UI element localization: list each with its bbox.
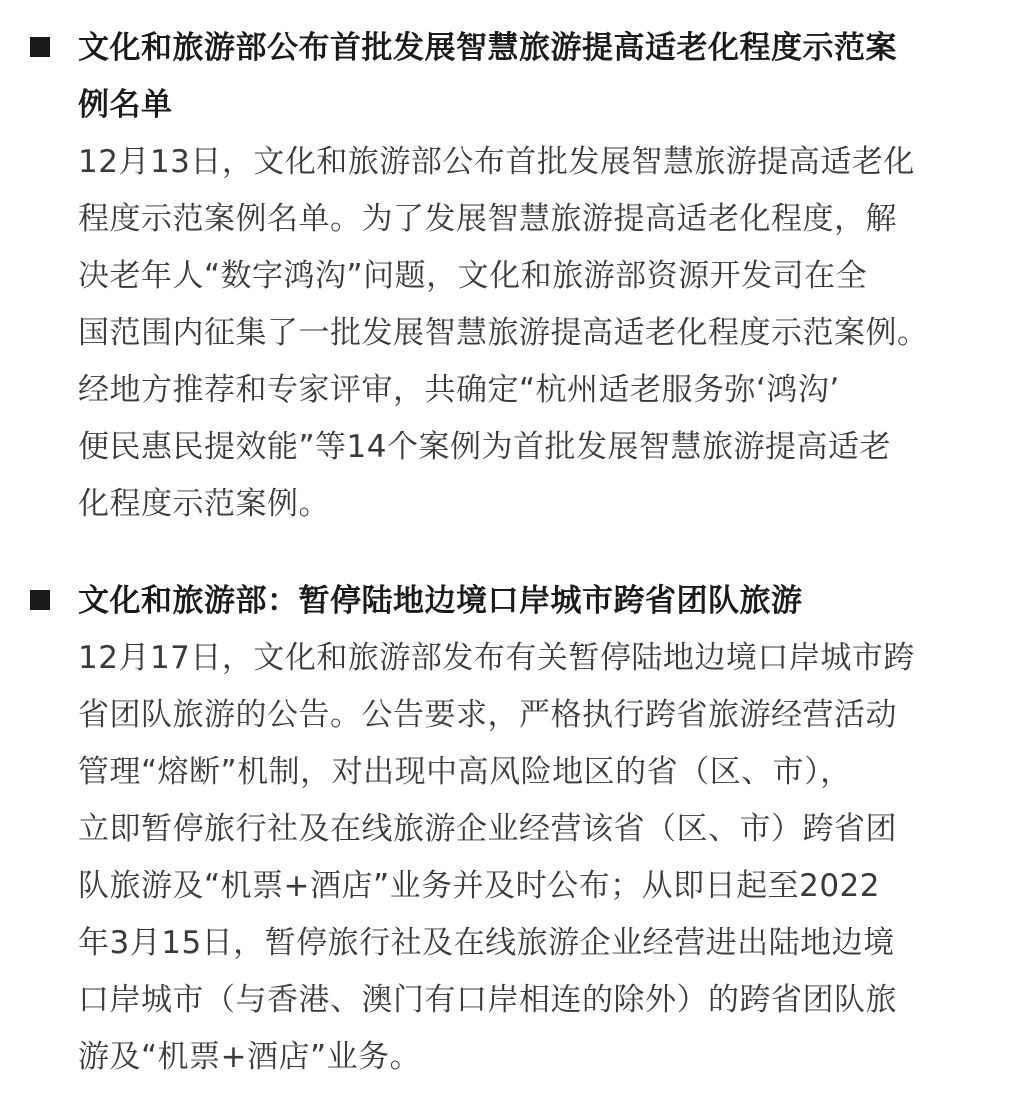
headline-line: 文化和旅游部：暂停陆地边境口岸城市跨省团队旅游	[78, 583, 803, 619]
body-line: 省团队旅游的公告。公告要求，严格执行跨省旅游经营活动	[78, 697, 897, 733]
body-line: 经地方推荐和专家评审，共确定“杭州适老服务弥‘鸿沟’	[78, 372, 840, 408]
news-item-elderly-friendly-tourism	[0, 0, 1009, 533]
news-body	[78, 630, 979, 1086]
square-bullet-icon	[30, 590, 50, 610]
headline-line: 例名单	[78, 87, 173, 123]
body-line: 12月17日，文化和旅游部发布有关暂停陆地边境口岸城市跨	[78, 640, 915, 676]
body-line: 口岸城市（与香港、澳门有口岸相连的除外）的跨省团队旅	[78, 982, 897, 1018]
news-body	[78, 134, 979, 533]
body-line: 国范围内征集了一批发展智慧旅游提高适老化程度示范案例。	[78, 315, 929, 351]
body-line: 决老年人“数字鸿沟”问题，文化和旅游部资源开发司在全	[78, 258, 868, 294]
headline-line: 文化和旅游部公布首批发展智慧旅游提高适老化程度示范案	[78, 30, 897, 66]
body-line: 便民惠民提效能”等14个案例为首批发展智慧旅游提高适老	[78, 429, 892, 465]
body-line: 游及“机票+酒店”业务。	[78, 1039, 422, 1075]
body-line: 年3月15日，暂停旅行社及在线旅游企业经营进出陆地边境	[78, 925, 895, 961]
body-line: 程度示范案例名单。为了发展智慧旅游提高适老化程度，解	[78, 201, 897, 237]
news-headline	[78, 20, 979, 134]
body-line: 队旅游及“机票+酒店”业务并及时公布；从即日起至2022	[78, 868, 880, 904]
news-headline	[78, 573, 979, 630]
body-line: 立即暂停旅行社及在线旅游企业经营该省（区、市）跨省团	[78, 811, 897, 847]
news-item-border-port-tour-suspension	[0, 533, 1009, 1086]
body-line: 管理“熔断”机制，对出现中高风险地区的省（区、市），	[78, 754, 852, 790]
square-bullet-icon	[30, 37, 50, 57]
body-line: 化程度示范案例。	[78, 486, 330, 522]
body-line: 12月13日，文化和旅游部公布首批发展智慧旅游提高适老化	[78, 144, 915, 180]
